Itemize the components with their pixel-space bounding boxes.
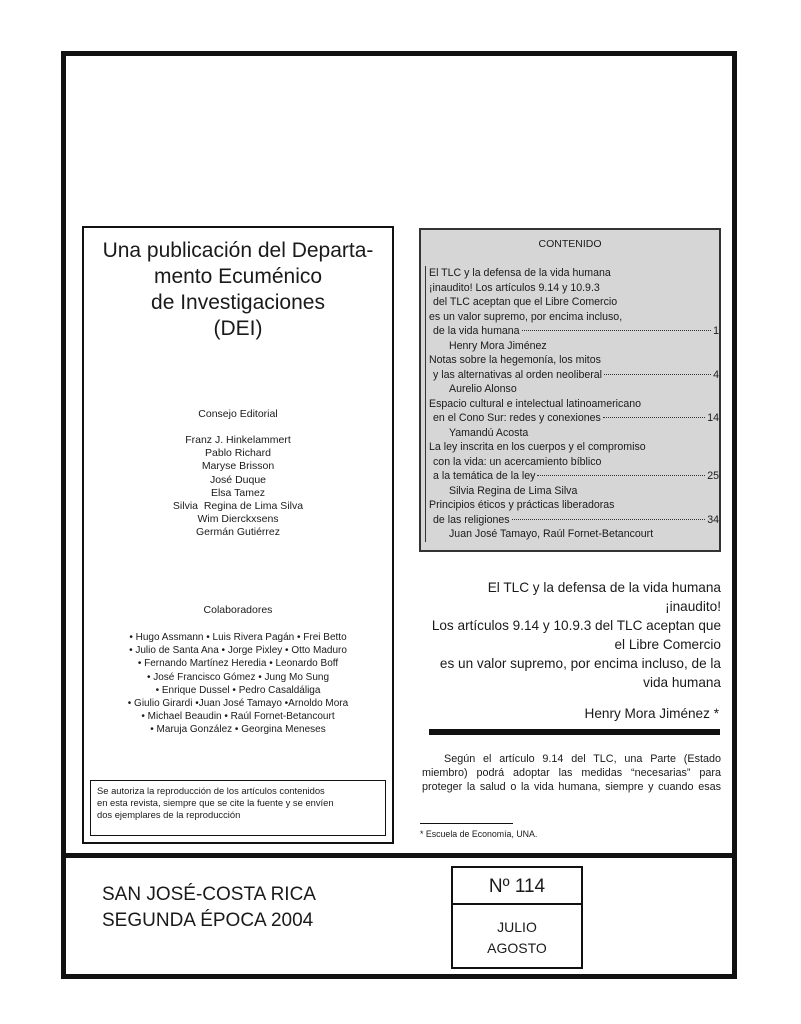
toc-entry[interactable] [425,397,719,441]
publication-title [84,238,392,342]
toc-leader-dots [512,519,706,520]
toc-entry-title-line: del TLC aceptan que el Libre Comercio [433,296,618,308]
colaboradores-heading: Colaboradores [203,604,273,616]
colaboradores-list [84,631,392,737]
edition-line: SEGUNDA ÉPOCA 2004 [102,910,314,931]
toc-entry-title-line: Espacio cultural e intelectual latinoamericano [429,397,641,410]
toc-entry-title-line: El TLC y la defensa de la vida humana [429,267,611,279]
table-of-contents [419,228,721,552]
article-title-line: El TLC y la defensa de la vida humana [487,580,721,595]
consejo-member: José Duque [209,473,267,486]
consejo-member: Maryse Brisson [201,460,275,473]
bottom-divider [61,853,737,858]
place-line: SAN JOSÉ-COSTA RICA [102,884,316,905]
article-title-line: Los artículos 9.14 y 10.9.3 del TLC aceptan que [431,618,721,633]
toc-entry-title-line: y las alternativas al orden neoliberal [433,368,603,381]
consejo-member: Silvia Regina de Lima Silva [172,500,304,513]
notice-line: Se autoriza la reproducción de los artículos contenidos [97,785,325,796]
place-and-edition [102,882,316,934]
toc-page-number: 34 [707,513,719,526]
toc-entry-author: Aurelio Alonso [449,383,517,395]
article-title-line: vida humana [643,675,721,690]
article-body-line: miembro) podrá adoptar las medidas “necesarias” para [422,767,721,779]
colaboradores-line: • Maruja González • Georgina Meneses [150,724,326,736]
toc-entry-title-line: ¡inaudito! Los artículos 9.14 y 10.9.3 [429,281,600,294]
article-author: Henry Mora Jiménez * [584,706,719,721]
consejo-member: Elsa Tamez [210,486,266,499]
issue-month: JULIO [497,919,537,935]
colaboradores-line: • Julio de Santa Ana • Jorge Pixley • Otto Maduro [129,645,347,657]
article-body-line: Según el artículo 9.14 del TLC, una Parte (Estado [444,753,721,765]
publication-title-line: (DEI) [213,317,263,340]
toc-entries [425,266,719,542]
toc-entry-title-line: de las religiones [433,513,510,526]
reproduction-notice [90,780,386,836]
article-title-line: el Libre Comercio [614,637,721,652]
toc-leader-dots [522,330,712,331]
colaboradores-line: • Michael Beaudin • Raúl Fornet-Betancourt [141,711,335,723]
colaboradores-line: • Enrique Dussel • Pedro Casaldáliga [155,684,321,696]
toc-page-number: 25 [707,470,719,482]
toc-entry-title-line: Notas sobre la hegemonía, los mitos [429,354,601,366]
toc-leader-dots [604,374,711,375]
article-title-line: es un valor supremo, por encima incluso, de la [439,656,721,671]
toc-entry[interactable] [425,266,719,353]
toc-leader-dots [603,417,705,418]
colaboradores-line: • José Francisco Gómez • Jung Mo Sung [146,671,330,683]
article-title-line: ¡inaudito! [665,599,721,614]
issue-month: AGOSTO [487,940,547,956]
toc-entry-title-line: es un valor supremo, por encima incluso, [429,310,623,323]
toc-entry-title-line: con la vida: un acercamiento bíblico [433,455,602,468]
consejo-editorial-list [84,434,392,540]
toc-entry-author: Juan José Tamayo, Raúl Fornet-Betancourt [449,528,654,540]
article-body-line: proteger la salud o la vida humana, siempre y cuando esas [422,781,721,793]
consejo-member: Germán Gutiérrez [195,526,281,539]
footnote-rule [420,823,513,824]
notice-line: dos ejemplares de la reproducción [97,809,241,820]
toc-heading: CONTENIDO [538,238,602,250]
toc-entry-author: Yamandú Acosta [449,426,529,439]
publication-info-box [82,226,394,844]
issue-number: Nº 114 [453,868,581,905]
publication-title-line: de Investigaciones [151,291,325,314]
toc-entry-title-line: en el Cono Sur: redes y conexiones [433,412,601,424]
colaboradores-line: • Hugo Assmann • Luis Rivera Pagán • Frei Betto [129,632,347,643]
issue-months [453,917,581,959]
notice-line: en esta revista, siempre que se cite la fuente y se envíen [97,797,334,808]
toc-entry-last-line [427,368,719,383]
toc-entry-last-line [427,324,719,339]
issue-box [451,866,583,969]
colaboradores-line: • Fernando Martínez Heredia • Leonardo Boff [137,658,339,670]
consejo-editorial-heading: Consejo Editorial [198,408,278,420]
toc-entry-author: Silvia Regina de Lima Silva [449,484,578,497]
toc-entry-title-line: La ley inscrita en los cuerpos y el compromiso [429,441,646,453]
footnote: * Escuela de Economía, UNA. [420,829,538,839]
consejo-member: Franz J. Hinkelammert [185,434,291,446]
toc-page-number: 14 [707,412,719,424]
consejo-member: Pablo Richard [205,447,271,460]
toc-page-number: 1 [713,325,719,337]
toc-entry-last-line [427,513,719,528]
article-title-rule [429,729,720,735]
toc-entry-last-line [427,469,719,484]
toc-entry-title-line: de la vida humana [433,325,520,337]
toc-entry-last-line [427,411,719,426]
toc-entry[interactable] [425,498,719,542]
publication-title-line: Una publicación del Departa- [102,239,374,262]
article-title [405,578,721,692]
toc-entry-title-line: a la temática de la ley [433,470,536,482]
publication-title-line: mento Ecuménico [153,265,323,288]
toc-entry[interactable] [425,440,719,498]
consejo-member: Wim Dierckxsens [197,513,279,526]
toc-leader-dots [537,475,705,476]
colaboradores-line: • Giulio Girardi •Juan José Tamayo •Arnoldo Mora [127,698,349,710]
toc-entry[interactable] [425,353,719,397]
toc-entry-title-line: Principios éticos y prácticas liberadoras [429,499,615,511]
toc-entry-author: Henry Mora Jiménez [449,339,547,352]
toc-page-number: 4 [713,368,719,381]
article-body [422,752,721,794]
